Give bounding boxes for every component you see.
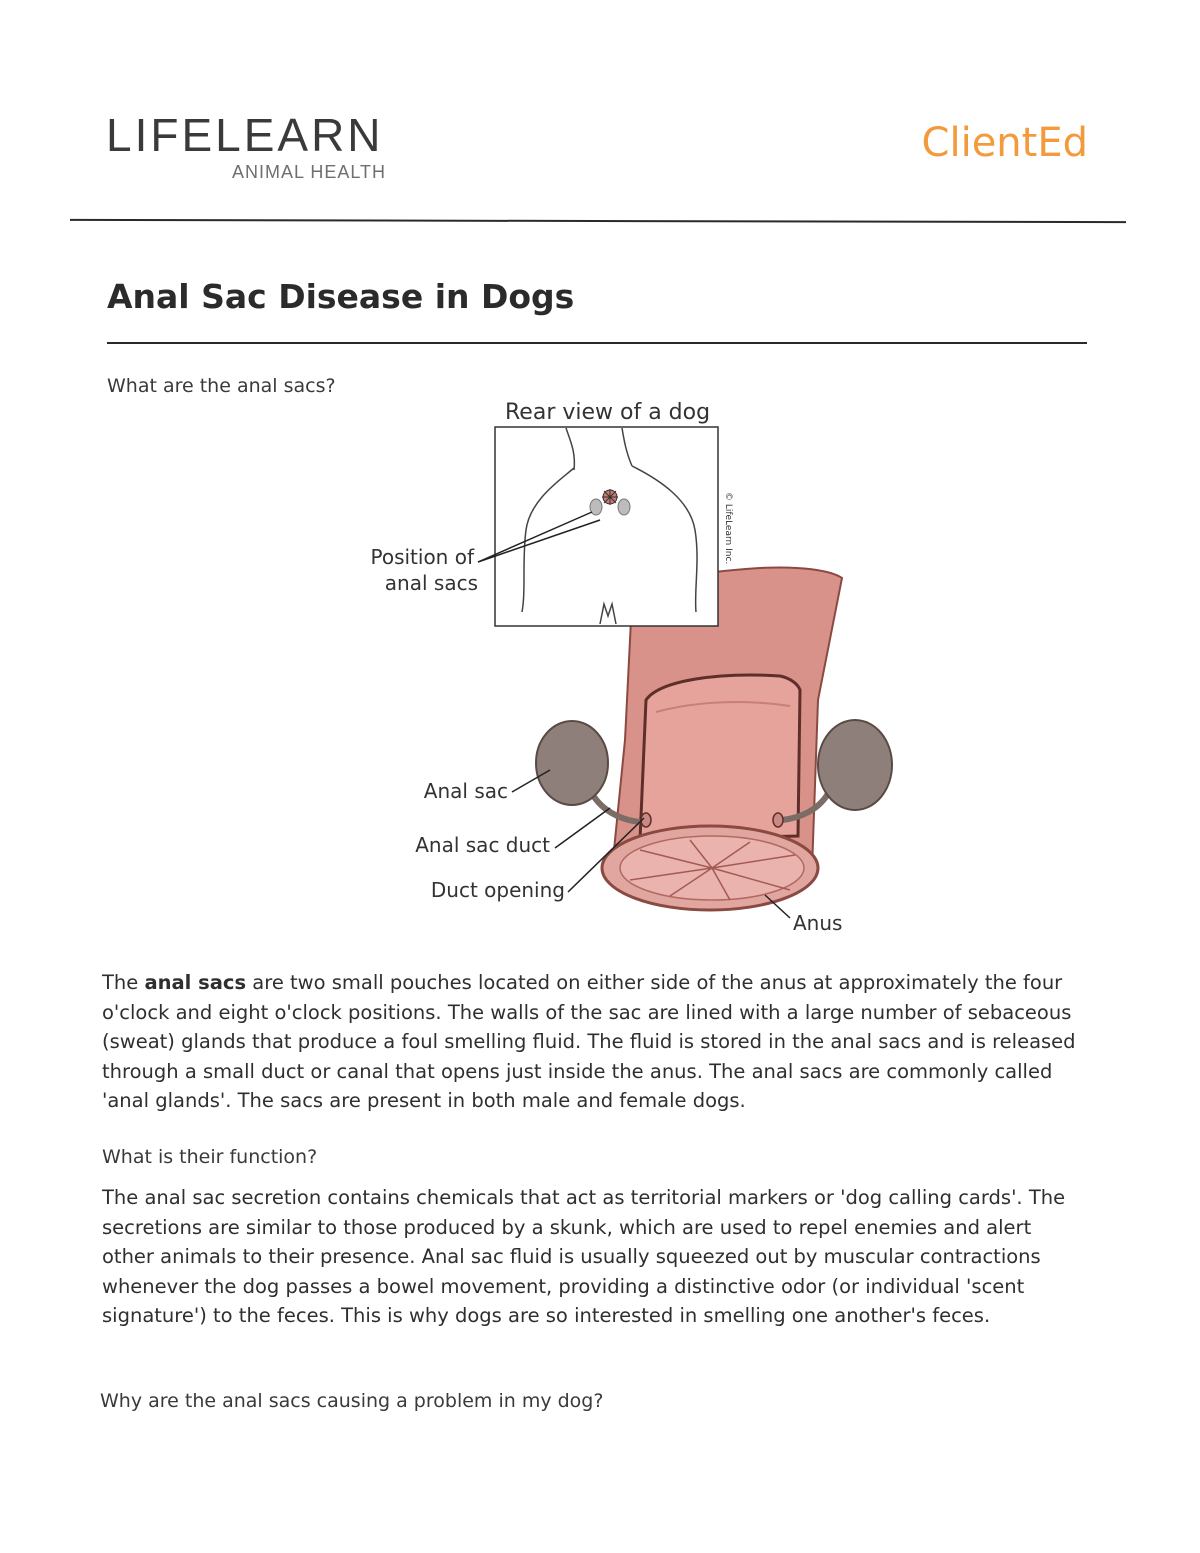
page-title: Anal Sac Disease in Dogs xyxy=(107,277,575,316)
inset-title: Rear view of a dog xyxy=(505,400,711,425)
label-position-line2: anal sacs xyxy=(384,571,478,595)
title-divider xyxy=(107,342,1087,344)
logo-subtitle: ANIMAL HEALTH xyxy=(232,162,387,182)
rectum-diagram xyxy=(536,567,892,910)
label-position-line1: Position of xyxy=(370,545,474,569)
label-anus: Anus xyxy=(793,911,843,935)
para1-bold-term: anal sacs xyxy=(144,971,247,994)
label-anal-sac-duct: Anal sac duct xyxy=(415,833,550,857)
header-divider xyxy=(70,219,1126,223)
paragraph-anal-sacs xyxy=(102,968,1082,1116)
paragraph-function: The anal sac secretion contains chemicals that act as territorial markers or 'dog calling cards'. The secretions are similar to those produced by a skunk, which are used to repel enemies and alert other animals to their presence. Anal sac fluid is usually squeezed out by muscular contractions whenever the dog passes a bowel movement, providing a distinctive odor (or individual 'scent signature') to the feces. This is why dogs are so interested in smelling one another's feces. xyxy=(102,1186,1066,1327)
label-duct-opening: Duct opening xyxy=(430,878,565,902)
cliented-brand: ClientEd xyxy=(921,120,1088,166)
logo-text: LIFELEARN xyxy=(106,109,384,161)
para1-body: are two small pouches located on either side of the anus at approximately the four o'clock and eight o'clock positions. The walls of the sac are lined with a large number of sebaceous (sweat) glands that produce a foul smelling fluid. The fluid is stored in the anal sacs and is released through a small duct or canal that opens just inside the anus. The anal sacs are commonly called 'anal glands'. The sacs are present in both male and female dogs. xyxy=(102,971,1076,1112)
copyright-text: © LifeLearn Inc. xyxy=(723,492,733,565)
label-anal-sac: Anal sac xyxy=(423,779,508,803)
question-why-problem: Why are the anal sacs causing a problem in my dog? xyxy=(100,1390,604,1412)
leader-lines xyxy=(478,512,790,918)
question-what-are-anal-sacs: What are the anal sacs? xyxy=(107,375,336,397)
rear-view-inset xyxy=(495,427,718,626)
lifelearn-logo xyxy=(106,108,384,162)
para1-lead: The xyxy=(102,971,145,994)
question-function: What is their function? xyxy=(102,1146,318,1168)
